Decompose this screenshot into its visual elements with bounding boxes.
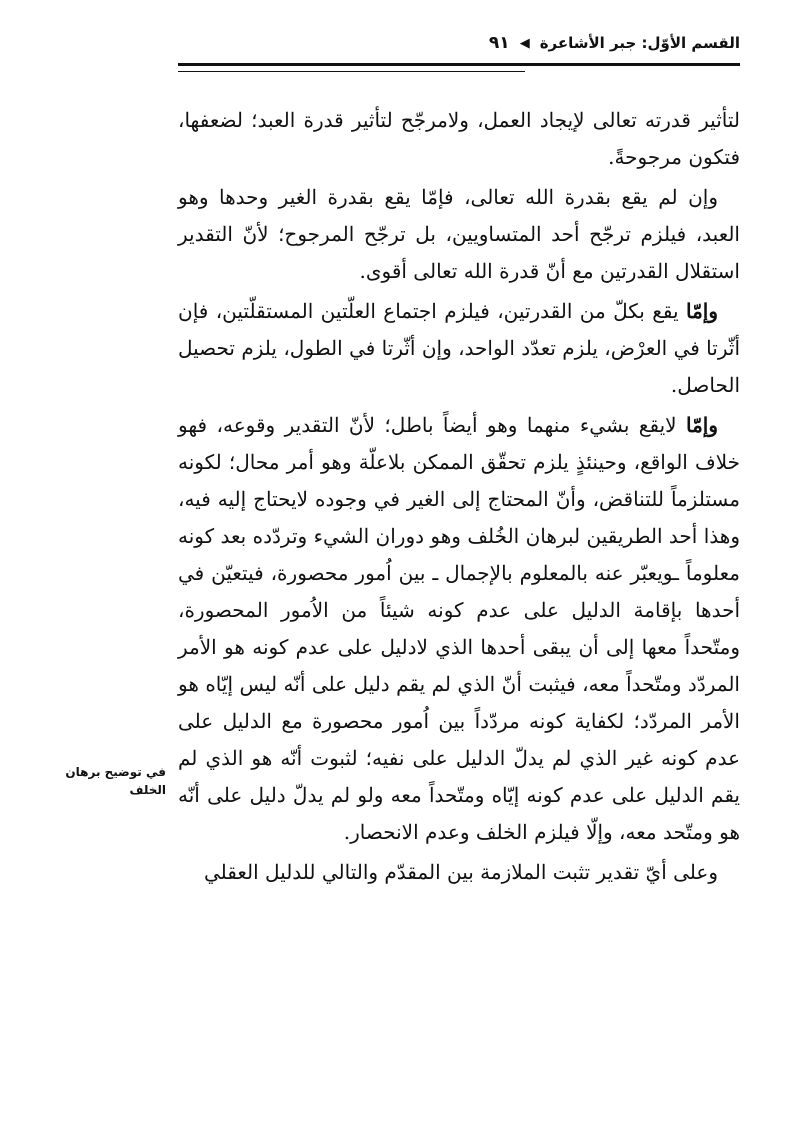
- paragraph-1: [178, 102, 740, 176]
- left-triangle-icon: ◀: [519, 35, 530, 51]
- chapter-title: القسم الأوّل: جبر الأشاعرة: [539, 34, 740, 52]
- margin-note: في توضيح برهان الخلف: [65, 765, 166, 797]
- paragraph-text: وإن لم يقع بقدرة الله تعالى، فإمّا يقع بقدرة الغير وحدها وهو العبد، فيلزم ترجّح أحد المتساويين، بل ترجّح المرجوح؛ لأنّ التقدير استقلال القدرتين مع أنّ قدرة الله تعالى أقوى.: [178, 185, 740, 283]
- paragraph-4: [178, 407, 740, 851]
- paragraph-2: [178, 179, 740, 290]
- paragraph-5: [178, 854, 740, 891]
- paragraph-text: لتأثير قدرته تعالى لإيجاد العمل، ولامرجّح لتأثير قدرة العبد؛ لضعفها، فتكون مرجوحةً.: [178, 108, 740, 169]
- header-rule-thick: [178, 63, 740, 66]
- running-header: [178, 30, 740, 56]
- paragraph-text: لايقع بشيء منهما وهو أيضاً باطل؛ لأنّ التقدير وقوعه، فهو خلاف الواقع، وحينئذٍ يلزم تحقّق الممكن بلاعلّة وهو أمر محال؛ لكونه مستلزماً للتناقض، وأنّ المحتاج إلى الغير في وجوده لايحتاج إليه فيه، وهذا أحد الطريقين لبرهان الخُلف وهو دوران الشيء وتردّده بعد كونه معلوماً ـويعبّر عنه بالمعلوم بالإجمال ـ بين اُمور محصورة، فيتعيّن في أحدها بإقامة الدليل على عدم كونه شيئاً من الاُمور المحصورة، ومتّحداً معها إلى أن يبقى أحدها الذي لادليل على عدم كونه هو الأمر المردّد ومتّحداً معه، فيثبت أنّ الذي لم يقم دليل على أنّه ليس إيّاه هو الأمر المردّد؛ لكفاية كونه مردّداً بين اُمور محصورة مع الدليل على عدم كونه غير الذي لم يدلّ الدليل على نفيه؛ لثبوت أنّه هو الذي لم يقم الدليل على عدم كونه إيّاه ومتّحداً معه ولو لم يدلّ دليل على أنّه هو ومتّحد معه، وإلّا فيلزم الخلف وعدم الانحصار.: [178, 413, 741, 844]
- page-number: ٩١: [488, 33, 510, 53]
- header-rule-thin: [178, 71, 525, 72]
- paragraph-lead: وإمّا: [685, 299, 718, 323]
- main-text: [178, 102, 740, 894]
- paragraph-text: يقع بكلّ من القدرتين، فيلزم اجتماع العلّتين المستقلّتين، فإن أثّرتا في العرْض، يلزم تعدّد الواحد، وإن أثّرتا في الطول، يلزم تحصيل الحاصل.: [178, 299, 740, 397]
- paragraph-3: [178, 293, 740, 404]
- paragraph-lead: وإمّا: [685, 413, 718, 437]
- paragraph-text: وعلى أيّ تقدير تثبت الملازمة بين المقدّم والتالي للدليل العقلي: [203, 860, 718, 884]
